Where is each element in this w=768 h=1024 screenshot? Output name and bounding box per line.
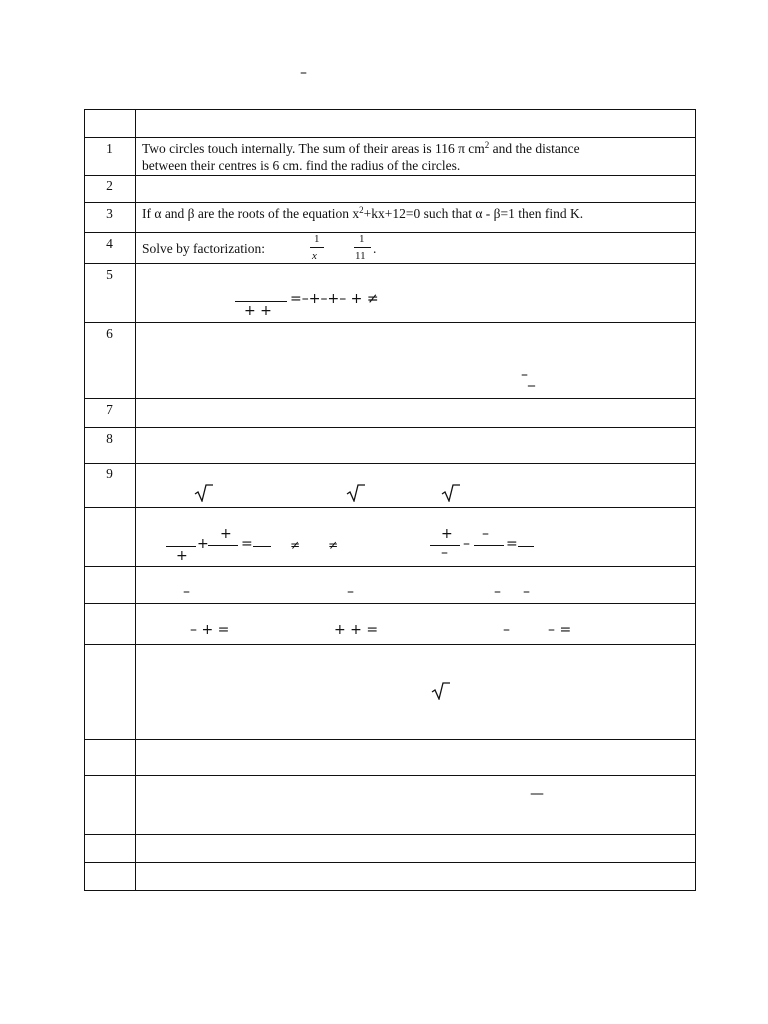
question-number: 3 (106, 206, 113, 221)
minus-sign: – (494, 584, 501, 600)
expression: – (503, 622, 510, 638)
fraction-bar (474, 545, 504, 546)
fraction-bar (208, 545, 238, 546)
minus-sign: – (523, 584, 530, 600)
question-number: 4 (106, 236, 113, 251)
question-3-text: If α and β are the roots of the equation $x^2+kx+12=0$ such that α - β=1 then find K. (142, 205, 584, 221)
table-divider (135, 109, 136, 891)
fraction-denominator: + + (244, 303, 272, 319)
row-line (84, 566, 696, 567)
equals-sign: = (241, 536, 253, 552)
fraction-bar (235, 301, 287, 302)
row-line (84, 109, 696, 110)
question-1-text-line1: Two circles touch internally. The sum of their areas is 116 π $cm^2$ and the distance (142, 140, 580, 156)
row-line (84, 739, 696, 740)
question-number: 5 (106, 267, 113, 282)
row-line (84, 463, 696, 464)
table-border-left (84, 109, 85, 891)
row-line (84, 175, 696, 176)
row-line (84, 644, 696, 645)
row-line (84, 603, 696, 604)
question-1-text-line2: between their centres is 6 cm. find the radius of the circles. (142, 158, 461, 173)
expression: – + = (190, 622, 230, 638)
row-line (84, 890, 696, 891)
square-root-symbol (441, 484, 461, 502)
period: . (373, 241, 377, 256)
equals-sign: = (506, 536, 518, 552)
question-number: 7 (106, 402, 113, 417)
row-line (84, 507, 696, 508)
fraction-numerator: + (220, 526, 232, 542)
row-line (84, 775, 696, 776)
row-line (84, 263, 696, 264)
fraction-bar (253, 546, 271, 547)
fraction-numerator: 1 (314, 233, 320, 245)
fraction-mark: –_ (521, 367, 535, 387)
dash-mark: — (530, 786, 544, 802)
fraction-denominator: x (312, 250, 317, 262)
row-line (84, 202, 696, 203)
row-line (84, 137, 696, 138)
question-4-text: Solve by factorization: (142, 241, 265, 256)
minus-sign: – (183, 584, 190, 600)
not-equal-sign: ≠ (328, 538, 339, 552)
fraction-bar (166, 546, 196, 547)
header-mark: – (300, 65, 307, 81)
fraction-denominator: 11 (355, 250, 366, 262)
row-line (84, 232, 696, 233)
square-root-symbol (194, 484, 214, 502)
fraction-bar (354, 247, 371, 248)
minus-sign: – (347, 584, 354, 600)
question-number: 6 (106, 326, 113, 341)
question-number: 9 (106, 466, 113, 481)
expression: + + = (334, 622, 379, 638)
minus-sign: – (463, 536, 470, 552)
plus-sign: + (197, 536, 209, 552)
row-line (84, 322, 696, 323)
question-number: 2 (106, 178, 113, 193)
row-line (84, 862, 696, 863)
square-root-symbol (346, 484, 366, 502)
fraction-bar (518, 546, 534, 547)
not-equal-sign: ≠ (290, 538, 301, 552)
table-border-right (695, 109, 696, 891)
fraction-numerator: – (482, 526, 489, 542)
fraction-denominator: – (441, 545, 448, 561)
equation-tail: =–+–+– + ≠ (290, 291, 379, 307)
fraction-numerator: 1 (359, 233, 365, 245)
fraction-denominator: + (176, 548, 188, 564)
expression: – = (548, 622, 572, 638)
row-line (84, 834, 696, 835)
fraction-numerator: + (441, 526, 453, 542)
row-line (84, 427, 696, 428)
fraction-bar (310, 247, 324, 248)
question-number: 1 (106, 141, 113, 156)
row-line (84, 398, 696, 399)
square-root-symbol (431, 682, 451, 700)
question-number: 8 (106, 431, 113, 446)
